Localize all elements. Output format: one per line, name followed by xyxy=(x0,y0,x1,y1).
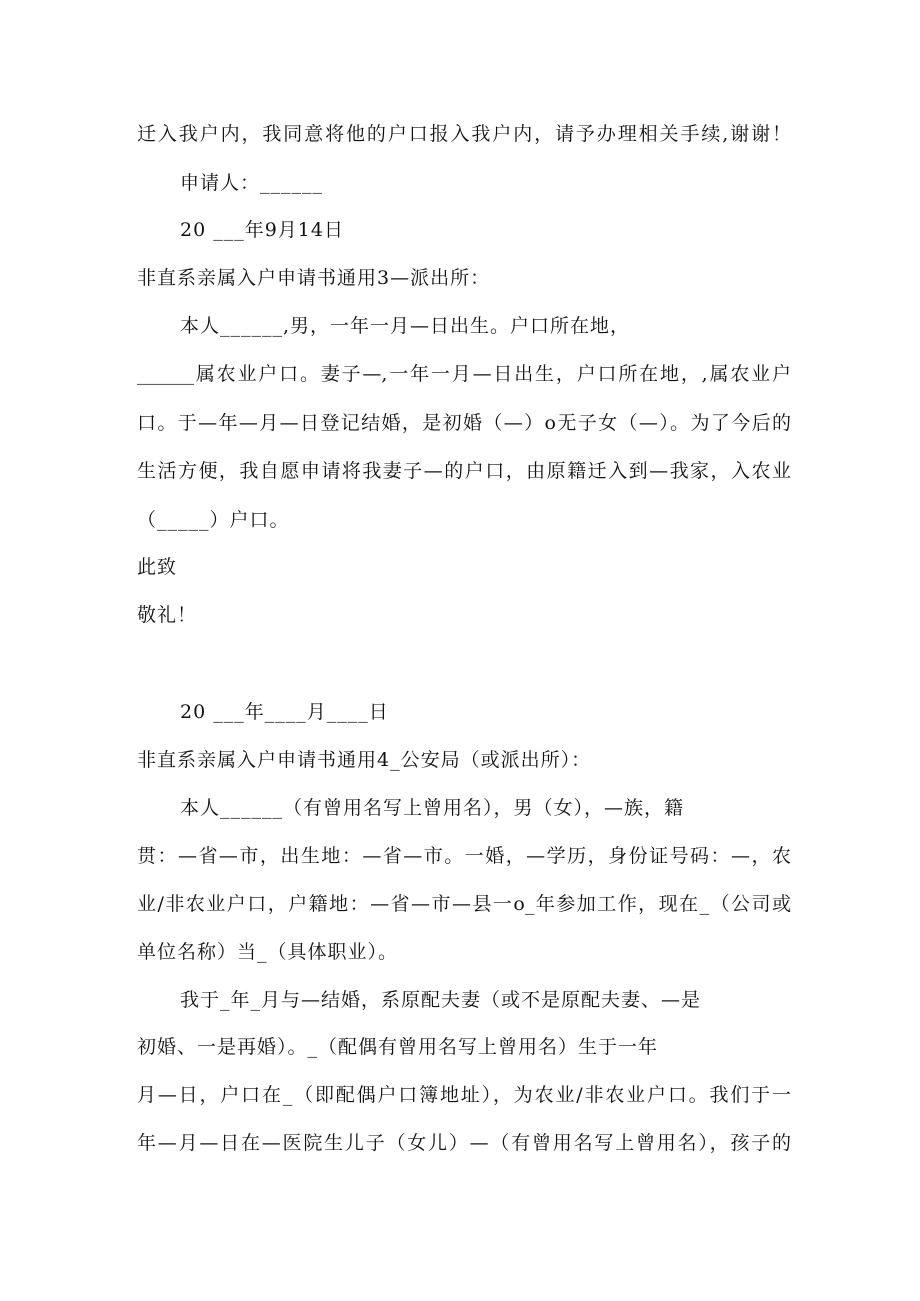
section-heading-4: 非直系亲属入户申请书通用4_公安局（或派出所）： xyxy=(137,749,592,771)
closing-cizhi: 此致 xyxy=(137,556,178,578)
text-line-15: 贯：—省—市，出生地：—省—市。一婚，—学历，身份证号码：—，农 xyxy=(137,845,791,867)
applicant-line: 申请人：______ xyxy=(180,172,324,194)
text-line-9: （_____）户口。 xyxy=(137,509,290,531)
text-line-5: 本人______,男，一年一月—日出生。户口所在地， xyxy=(180,315,631,337)
text-line-6: ______属农业户口。妻子—,一年一月—日出生，户口所在地，,属农业户 xyxy=(137,363,791,385)
text-line-20: 月—日，户口在_（即配偶户口簿地址），为农业/非农业户口。我们于一 xyxy=(137,1084,791,1106)
text-line-14: 本人______（有曾用名写上曾用名），男（女），—族，籍 xyxy=(180,797,685,819)
text-line-19: 初婚、一是再婚）。_（配偶有曾用名写上曾用名）生于一年 xyxy=(137,1036,659,1058)
text-line-17: 单位名称）当_（具体职业）。 xyxy=(137,941,399,963)
text-line-18: 我于_年_月与—结婚，系原配夫妻（或不是原配夫妻、—是 xyxy=(180,989,702,1011)
text-line-1: 迁入我户内，我同意将他的户口报入我户内，请予办理相关手续,谢谢！ xyxy=(137,123,791,145)
section-heading-3: 非直系亲属入户申请书通用3—派出所： xyxy=(137,267,491,289)
date-line-2: 20 ___年____月____日 xyxy=(180,701,389,723)
text-line-7: 口。于—年—月—日登记结婚，是初婚（—）o无子女（—）。为了今后的 xyxy=(137,412,791,434)
date-line-1: 20 ___年9月14日 xyxy=(180,219,344,241)
text-line-16: 业/非农业户口，户籍地：—省—市—县一o_年参加工作，现在_（公司或 xyxy=(137,893,791,915)
closing-jingli: 敬礼！ xyxy=(137,604,198,626)
text-line-21: 年—月—日在—医院生儿子（女儿）—（有曾用名写上曾用名），孩子的 xyxy=(137,1132,791,1154)
text-line-8: 生活方便，我自愿申请将我妻子—的户口，由原籍迁入到—我家，入农业 xyxy=(137,460,791,482)
